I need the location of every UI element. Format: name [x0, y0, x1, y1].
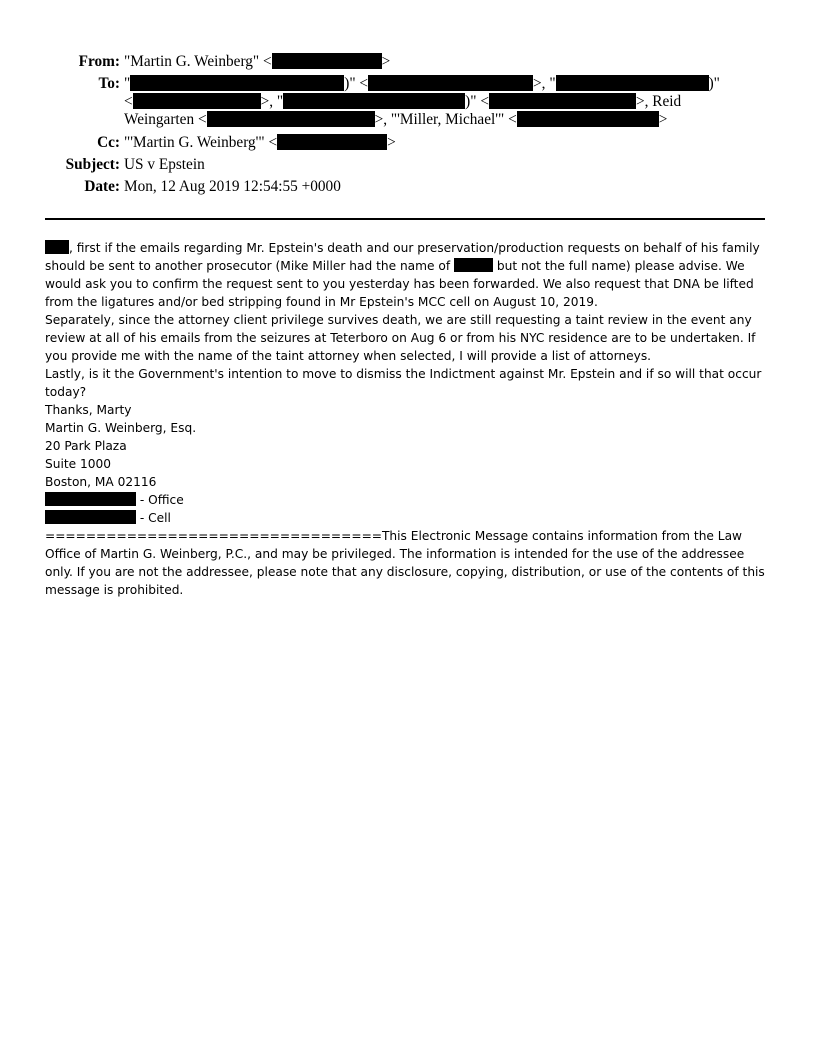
to-text-2: >, " — [533, 75, 556, 92]
date-value: Mon, 12 Aug 2019 12:54:55 +0000 — [124, 178, 341, 195]
subject-label: Subject: — [65, 156, 120, 173]
from-row — [0, 52, 816, 72]
body-text: , first if the emails regarding Mr. Epstein's death and our preservation/production requests on behalf of his family should be sent to another prosecutor (Mike Miller had the name of — [45, 241, 760, 273]
to-quote: " — [124, 75, 131, 92]
redaction-box — [517, 111, 659, 127]
body-text: but not the full name) please advise. We would ask you to confirm the request sent to you yesterday has been forwarded. We also request that DNA be lifted from the ligatures and/or bed stripping found in Mr Epstein's MCC cell on August 10, 2019. — [45, 259, 754, 309]
subject-row — [0, 155, 816, 175]
body-paragraph-1 — [45, 239, 773, 311]
from-close: > — [381, 53, 391, 70]
to-text-1: )" < — [344, 75, 369, 92]
to-row-continued — [0, 110, 816, 130]
cc-value — [124, 133, 396, 153]
redaction-box — [45, 510, 136, 524]
from-value — [124, 52, 390, 72]
office-label: - Office — [136, 493, 184, 507]
body-paragraph-3: Lastly, is it the Government's intention to move to dismiss the Indictment against Mr. Epstein and if so will that occur today? — [45, 367, 762, 399]
redaction-box — [489, 93, 636, 109]
date-label: Date: — [84, 178, 120, 195]
redaction-box — [272, 53, 382, 69]
cc-name: "'Martin G. Weinberg'" < — [124, 134, 278, 151]
cell-label: - Cell — [136, 511, 171, 525]
to-text-7: >, Reid — [635, 93, 682, 110]
redaction-box — [454, 258, 493, 272]
signature-office-phone — [45, 491, 773, 509]
redaction-box — [207, 111, 375, 127]
redaction-box — [556, 75, 709, 91]
redaction-box — [283, 93, 465, 109]
header-divider — [45, 218, 765, 220]
redaction-box — [368, 75, 533, 91]
redaction-box — [45, 240, 69, 254]
to-label: To: — [98, 75, 120, 92]
redaction-box — [45, 492, 136, 506]
to-text-4: < — [124, 93, 133, 110]
cc-row — [0, 133, 816, 153]
signature-suite: Suite 1000 — [45, 457, 112, 471]
signoff: Thanks, Marty — [45, 403, 132, 417]
to-row — [0, 74, 816, 94]
signature-name: Martin G. Weinberg, Esq. — [45, 421, 197, 435]
redaction-box — [277, 134, 387, 150]
to-text-5: >, " — [260, 93, 284, 110]
from-label: From: — [78, 53, 120, 70]
to-text-9: >, "'Miller, Michael'" < — [374, 111, 517, 128]
body-paragraph-2: Separately, since the attorney client privilege survives death, we are still requesting a taint review in the event any review at all of his emails from the seizures at Teterboro on Aug 6 or from his NYC residence are to be undertaken. If you provide me with the name of the taint attorney when selected, I will provide a list of attorneys. — [45, 313, 756, 363]
subject-value: US v Epstein — [124, 156, 205, 173]
redaction-box — [133, 93, 261, 109]
email-body — [45, 239, 773, 599]
to-value-line-2 — [124, 92, 681, 112]
to-text-8: Weingarten < — [124, 111, 207, 128]
cc-close: > — [387, 134, 396, 151]
to-text-3: )" — [708, 75, 720, 92]
redaction-box — [130, 75, 344, 91]
signature-city: Boston, MA 02116 — [45, 475, 157, 489]
disclaimer: =================================This Electronic Message contains information from the Law Office of Martin G. Weinberg, P.C., and may be privileged. The information is intended for the use of the addressee only. If you are not the addressee, please note that any disclosure, copying, distribution, or use of the contents of this message is prohibited. — [45, 529, 765, 597]
cc-label: Cc: — [97, 134, 120, 151]
signature-cell-phone — [45, 509, 773, 527]
date-row — [0, 177, 816, 197]
to-row-continued — [0, 92, 816, 112]
to-text-10: > — [658, 111, 668, 128]
to-value-line-3 — [124, 110, 667, 130]
to-value-line-1 — [124, 74, 720, 94]
from-name: "Martin G. Weinberg" < — [124, 53, 272, 70]
signature-street: 20 Park Plaza — [45, 439, 127, 453]
to-text-6: )" < — [465, 93, 489, 110]
